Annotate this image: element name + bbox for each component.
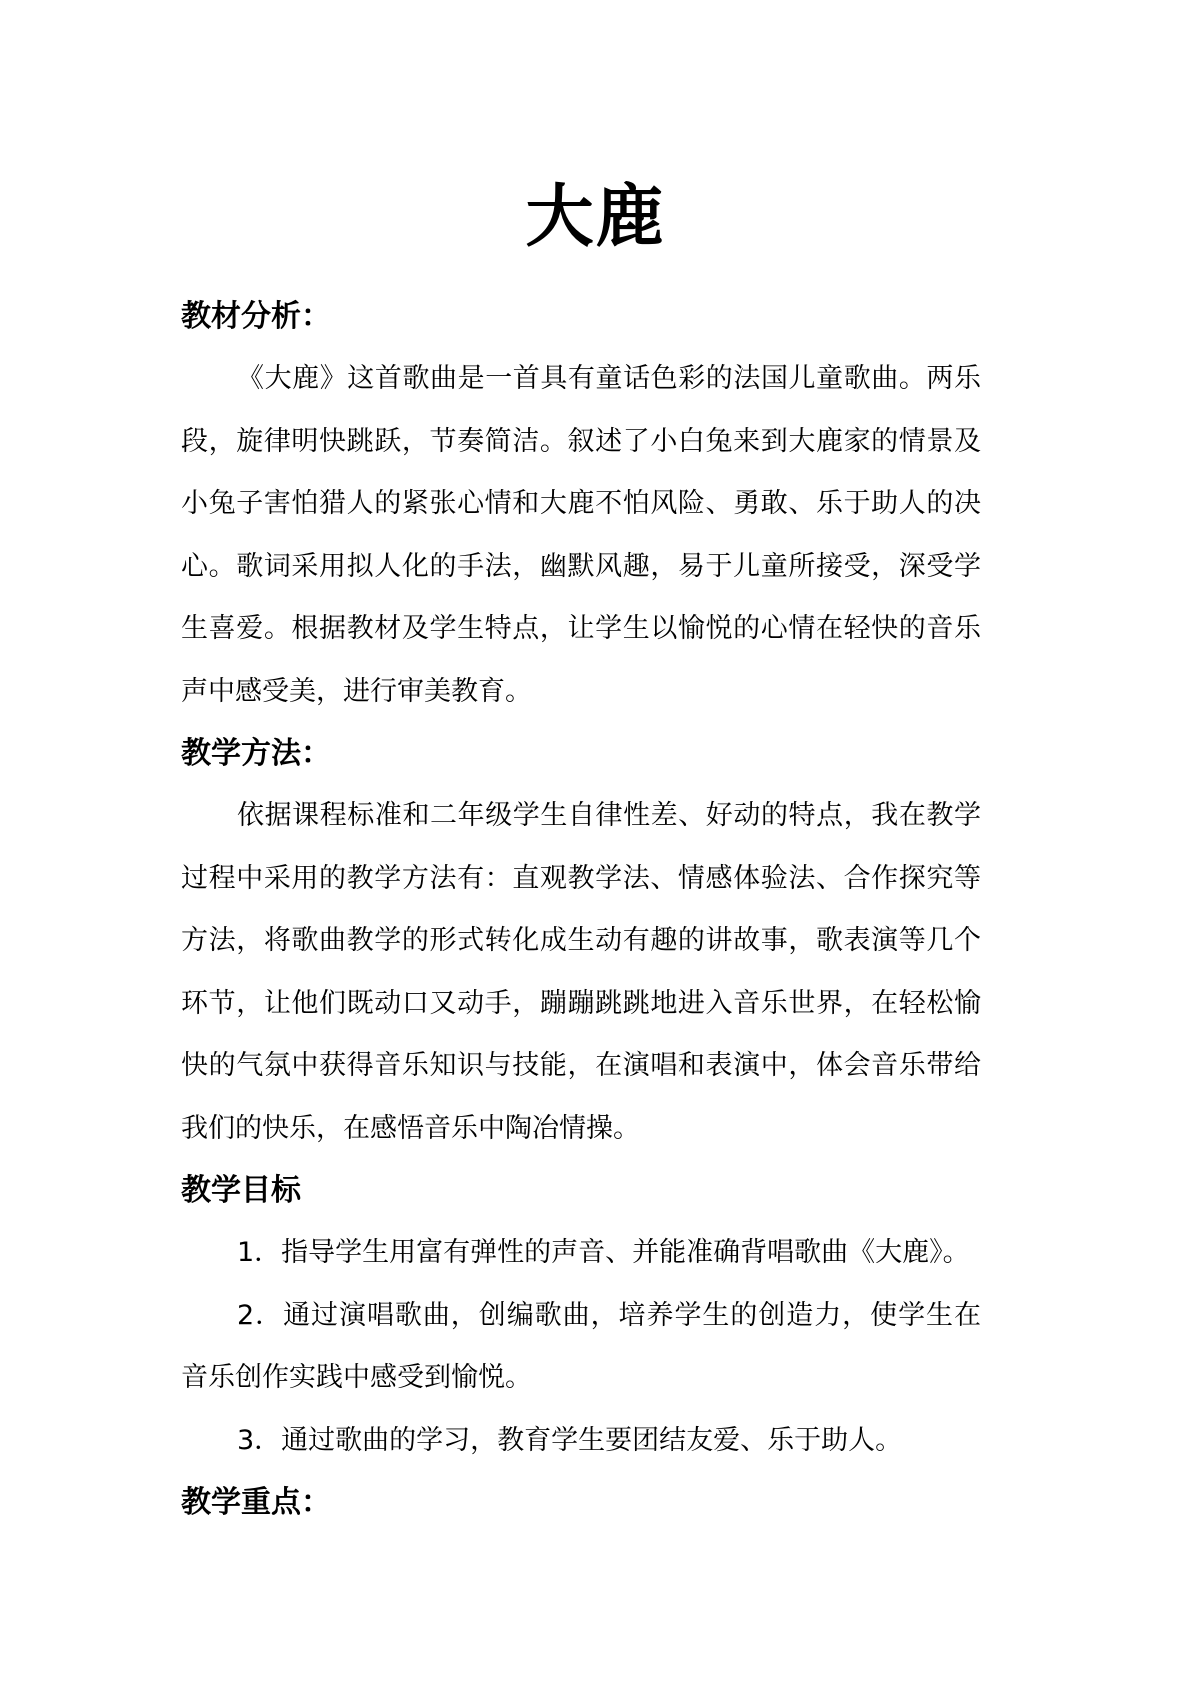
- section-heading-teaching-method: 教学方法：: [181, 736, 331, 771]
- list-item: 1．指导学生用富有弹性的声音、并能准确背唱歌曲《大鹿》。: [237, 1237, 970, 1268]
- section-heading-textbook-analysis: 教材分析：: [181, 299, 331, 334]
- list-item: 3．通过歌曲的学习，教育学生要团结友爱、乐于助人。: [237, 1424, 903, 1456]
- teaching-goals-list: [181, 1222, 981, 1472]
- section-paragraph-textbook-analysis: 《大鹿》这首歌曲是一首具有童话色彩的法国儿童歌曲。两乐段，旋律明快跳跃，节奏简洁。叙述了小白兔来到大鹿家的情景及小兔子害怕猎人的紧张心情和大鹿不怕风险、勇敢、乐于助人的决心。歌词采用拟人化的手法，幽默风趣，易于儿童所接受，深受学生喜爱。根据教材及学生特点，让学生以愉悦的心情在轻快的音乐声中感受美，进行审美教育。: [181, 363, 981, 707]
- section-paragraph-teaching-method: 依据课程标准和二年级学生自律性差、好动的特点，我在教学过程中采用的教学方法有：直观教学法、情感体验法、合作探究等方法，将歌曲教学的形式转化成生动有趣的讲故事，歌表演等几个环节，让他们既动口又动手，蹦蹦跳跳地进入音乐世界，在轻松愉快的气氛中获得音乐知识与技能，在演唱和表演中，体会音乐带给我们的快乐，在感悟音乐中陶冶情操。: [181, 800, 981, 1144]
- document-body: [181, 286, 981, 1534]
- section-heading-teaching-focus: 教学重点：: [181, 1485, 331, 1520]
- list-item: 2．通过演唱歌曲，创编歌曲，培养学生的创造力，使学生在音乐创作实践中感受到愉悦。: [181, 1299, 981, 1393]
- document-title: 大鹿: [525, 178, 666, 257]
- section-heading-teaching-goals: 教学目标: [181, 1173, 301, 1208]
